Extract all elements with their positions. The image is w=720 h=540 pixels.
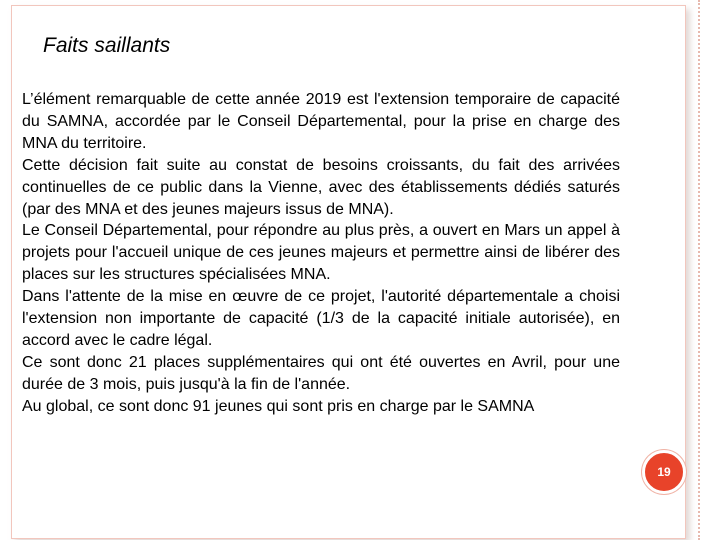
paragraph: Cette décision fait suite au constat de besoins croissants, du fait des arrivées continuelles de ce public dans la Vienne, avec des établissements dédiés saturés (par des MNA et des jeunes majeurs issus de MNA).: [22, 156, 620, 218]
slide-body: [22, 89, 620, 418]
paragraph: Au global, ce sont donc 91 jeunes qui sont pris en charge par le SAMNA: [22, 397, 535, 415]
decorative-dotted-rule: [698, 0, 700, 540]
paragraph: Dans l'attente de la mise en œuvre de ce projet, l'autorité départementale a choisi l'extension non importante de capacité (1/3 de la capacité initiale autorisée), en accord avec le cadre légal.: [22, 288, 620, 349]
paragraph: L’élément remarquable de cette année 2019 est l'extension temporaire de capacité du SAMNA, accordée par le Conseil Départemental, pour la prise en charge des MNA du territoire.: [22, 91, 620, 152]
slide-title: Faits saillants: [43, 34, 171, 57]
page-number-badge: 19: [642, 450, 686, 494]
paragraph: Ce sont donc 21 places supplémentaires qui ont été ouvertes en Avril, pour une durée de 3 mois, puis jusqu'à la fin de l'année.: [22, 353, 620, 393]
paragraph: Le Conseil Départemental, pour répondre au plus près, a ouvert en Mars un appel à projets pour l'accueil unique de ces jeunes majeurs et permettre ainsi de libérer des places sur les structures spécialisées MNA.: [22, 222, 620, 284]
